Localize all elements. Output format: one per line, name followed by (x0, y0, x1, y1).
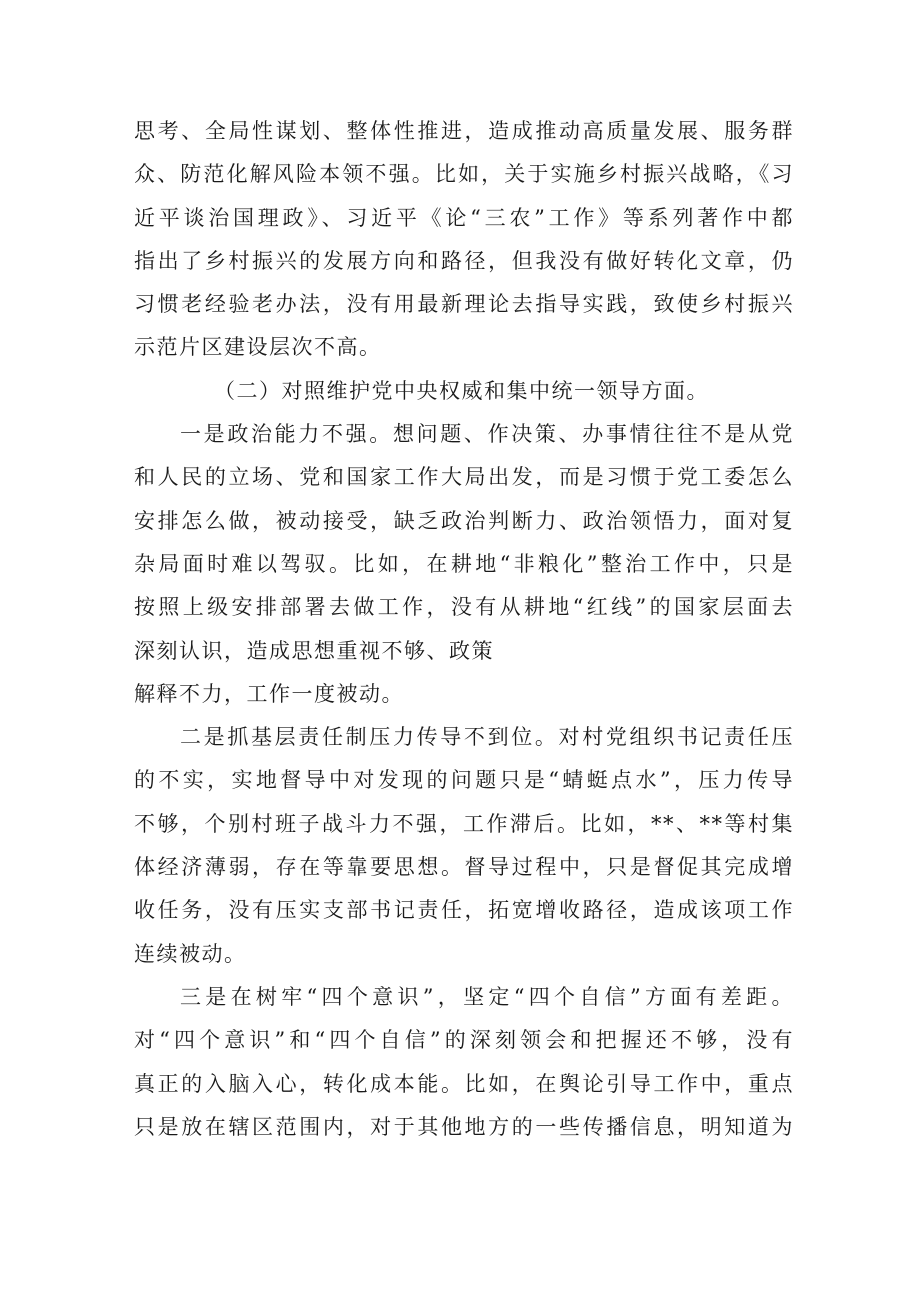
text-line: 连续被动。 (134, 941, 247, 966)
text-line: 众、防范化解风险本领不强。比如，关于实施乡村振兴战略，《习 (134, 162, 794, 187)
text-line: 和人民的立场、党和国家工作大局出发，而是习惯于党工委怎么 (134, 465, 794, 490)
text-line: 习惯老经验老办法，没有用最新理论去指导实践，致使乡村振兴 (134, 292, 794, 317)
text-line: 近平谈治国理政》、习近平《论“三农”工作》等系列著作中都 (134, 205, 794, 230)
text-line: 收任务，没有压实支部书记责任，拓宽增收路径，造成该项工作 (134, 898, 794, 923)
text-line: 示范片区建设层次不高。 (134, 335, 382, 360)
text-line: 二是抓基层责任制压力传导不到位。对村党组织书记责任压 (180, 725, 794, 750)
document-body (134, 110, 794, 1149)
text-line: 不够，个别村班子战斗力不强，工作滞后。比如，**、**等村集 (134, 811, 794, 836)
text-line: 深刻认识，造成思想重视不够、政策 (134, 638, 494, 663)
text-line: 真正的入脑入心，转化成本能。比如，在舆论引导工作中，重点 (134, 1071, 794, 1096)
text-line: 三是在树牢“四个意识”，坚定“四个自信”方面有差距。 (180, 984, 794, 1009)
text-line: 解释不力，工作一度被动。 (134, 681, 404, 706)
text-line: 指出了乡村振兴的发展方向和路径，但我没有做好转化文章，仍 (134, 248, 794, 273)
text-line: 杂局面时难以驾驭。比如，在耕地“非粮化”整治工作中，只是 (134, 551, 794, 576)
text-line: 一是政治能力不强。想问题、作决策、办事情往往不是从党 (180, 422, 794, 447)
text-line: 按照上级安排部署去做工作，没有从耕地“红线”的国家层面去 (134, 595, 794, 620)
section-heading: （二）对照维护党中央权威和集中统一领导方面。 (214, 378, 709, 403)
text-line: 只是放在辖区范围内，对于其他地方的一些传播信息，明知道为 (134, 1114, 794, 1139)
text-line: 思考、全局性谋划、整体性推进，造成推动高质量发展、服务群 (134, 119, 794, 143)
text-line: 的不实，实地督导中对发现的问题只是“蜻蜓点水”，压力传导 (134, 768, 794, 793)
text-line: 对“四个意识”和“四个自信”的深刻领会和把握还不够，没有 (134, 1028, 794, 1053)
text-line: 安排怎么做，被动接受，缺乏政治判断力、政治领悟力，面对复 (134, 508, 794, 533)
text-line: 体经济薄弱，存在等靠要思想。督导过程中，只是督促其完成增 (134, 855, 794, 880)
